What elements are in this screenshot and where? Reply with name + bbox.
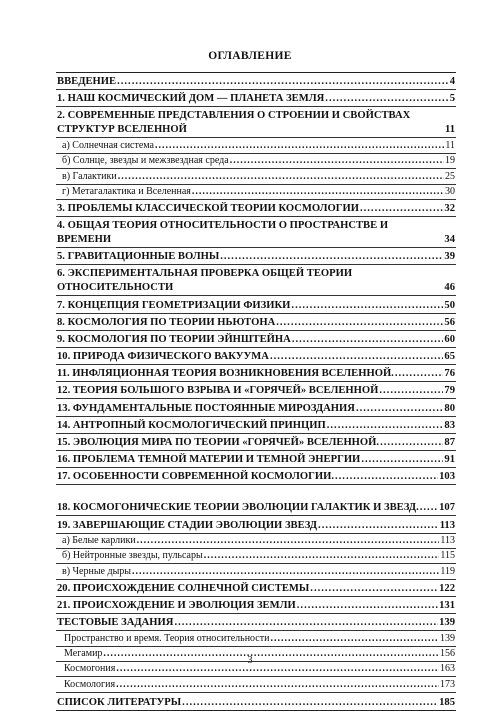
toc-entry-page: 56	[444, 316, 455, 328]
toc-entry-label: Космогония	[64, 663, 116, 675]
dot-leader	[335, 470, 438, 484]
toc-entry-page: 30	[445, 185, 455, 197]
toc-entry	[56, 331, 456, 348]
toc-heading: ОГЛАВЛЕНИЕ	[208, 50, 292, 62]
toc-entry-label: 9. КОСМОЛОГИЯ ПО ТЕОРИИ ЭЙНШТЕЙНА	[57, 333, 291, 345]
dot-leader	[117, 75, 449, 89]
dot-leader	[270, 632, 439, 646]
toc-entry-label: Пространство и время. Теория относительности	[64, 632, 270, 644]
toc-entry-label: Мегамир	[64, 648, 103, 660]
toc-entry-label: 15. ЭВОЛЮЦИЯ МИРА ПО ТЕОРИИ «ГОРЯЧЕЙ» ВСЕЛЕННОЙ.	[57, 437, 380, 448]
toc-entry	[56, 516, 456, 533]
toc-entry	[56, 580, 456, 597]
toc-entry-page: 119	[440, 565, 455, 577]
toc-entry-label: 12. ТЕОРИЯ БОЛЬШОГО ВЗРЫВА И «ГОРЯЧЕЙ» ВСЕЛЕННОЙ	[57, 385, 379, 397]
toc-entry	[56, 417, 456, 434]
toc-entry-page: 25	[445, 170, 455, 182]
toc-entry	[56, 265, 456, 296]
toc-entry-label: ТЕСТОВЫЕ ЗАДАНИЯ	[57, 617, 174, 629]
toc-entry	[56, 365, 456, 382]
toc-entry-page: 87	[444, 437, 455, 448]
dot-leader	[380, 436, 443, 450]
dot-leader	[297, 599, 438, 613]
toc-entry-page: 76	[444, 368, 455, 380]
toc-entry	[56, 314, 456, 331]
toc-entry-page: 5	[449, 93, 455, 105]
toc-entry-page: 115	[440, 550, 455, 562]
toc-entry	[56, 73, 456, 90]
toc-entry-page: 65	[444, 351, 455, 363]
toc-entry	[56, 169, 456, 184]
toc-entry-label: 14. АНТРОПНЫЙ КОСМОЛОГИЧЕСКИЙ ПРИНЦИП	[57, 419, 326, 431]
toc-entry-label: 4. ОБЩАЯ ТЕОРИЯ ОТНОСИТЕЛЬНОСТИ О ПРОСТРАНСТВЕ И ВРЕМЕНИ	[57, 220, 389, 246]
toc-entry-label: а) Белые карлики	[62, 534, 136, 546]
toc-entry	[56, 154, 456, 169]
toc-entry	[56, 451, 456, 468]
toc-entry-label: 16. ПРОБЛЕМА ТЕМНОЙ МАТЕРИИ И ТЕМНОЙ ЭНЕРГИИ	[57, 454, 361, 466]
toc-entry-page: 11	[444, 124, 455, 136]
dot-leader	[174, 616, 438, 630]
toc-entry-label: 5. ГРАВИТАЦИОННЫЕ ВОЛНЫ	[57, 251, 220, 263]
toc-entry-label: 1. НАШ КОСМИЧЕСКИЙ ДОМ — ПЛАНЕТА ЗЕМЛЯ	[57, 93, 325, 105]
dot-leader	[182, 696, 438, 710]
toc-entry-label: б) Нейтронные звезды, пульсары	[62, 550, 203, 562]
toc-entry-page: 156	[440, 648, 455, 660]
page-number: 3	[247, 655, 253, 666]
toc-entry-page: 91	[444, 454, 455, 466]
dot-leader	[310, 582, 438, 596]
dot-leader	[318, 519, 439, 533]
toc-entry	[56, 138, 456, 153]
dot-leader	[395, 367, 444, 381]
toc-entry-page: 173	[440, 678, 455, 690]
toc-entry-page: 46	[444, 282, 455, 294]
toc-entry	[56, 549, 456, 564]
toc-entry-label: 7. КОНЦЕПЦИЯ ГЕОМЕТРИЗАЦИИ ФИЗИКИ	[57, 299, 291, 311]
toc-entry	[56, 382, 456, 399]
dot-leader	[361, 453, 443, 467]
dot-leader	[230, 154, 444, 168]
toc-entry-label: СПИСОК ЛИТЕРАТУРЫ	[57, 697, 182, 709]
toc-entry	[56, 677, 456, 692]
dot-leader	[204, 549, 440, 563]
toc-entry-label: 3. ПРОБЛЕМЫ КЛАССИЧЕСКОЙ ТЕОРИИ КОСМОЛОГИИ	[57, 203, 359, 215]
toc-entry-label: Космология	[64, 678, 116, 690]
dot-leader	[276, 316, 443, 330]
toc-entry-page: 107	[439, 502, 455, 514]
toc-entry	[56, 90, 456, 107]
dot-leader	[132, 565, 439, 579]
toc-entry-page: 185	[439, 697, 455, 709]
dot-leader	[220, 250, 443, 264]
toc-entry-page: 4	[449, 76, 455, 88]
toc-entry-page: 139	[440, 632, 455, 644]
dot-leader	[325, 92, 448, 106]
toc-entry	[56, 399, 456, 416]
toc-entry	[56, 296, 456, 313]
toc-entry	[56, 468, 456, 485]
toc-entry-label: 6. ЭКСПЕРИМЕНТАЛЬНАЯ ПРОВЕРКА ОБЩЕЙ ТЕОРИИ ОТНОСИТЕЛЬНОСТИ	[57, 268, 353, 294]
toc-entry-page: 34	[444, 234, 455, 246]
dot-leader	[118, 170, 444, 184]
toc-entry-page: 131	[439, 600, 455, 612]
toc-entry-label: 13. ФУНДАМЕНТАЛЬНЫЕ ПОСТОЯННЫЕ МИРОЗДАНИЯ	[57, 402, 355, 414]
toc-entry	[56, 348, 456, 365]
toc-entry-label: б) Солнце, звезды и межзвездная среда	[62, 155, 229, 167]
dot-leader	[155, 139, 444, 153]
dot-leader	[192, 185, 444, 199]
toc-entry	[56, 564, 456, 579]
toc-entry-page: 113	[439, 519, 455, 531]
toc-entry	[56, 107, 456, 138]
toc-entry-page: 122	[439, 582, 455, 594]
toc-entry-label: г) Метагалактика и Вселенная	[62, 185, 191, 197]
toc-entry-label: 19. ЗАВЕРШАЮЩИЕ СТАДИИ ЭВОЛЮЦИИ ЗВЕЗД	[57, 519, 318, 531]
toc-entry-page: 50	[444, 299, 455, 311]
dot-leader	[291, 299, 443, 313]
toc-entry-label: 17. ОСОБЕННОСТИ СОВРЕМЕННОЙ КОСМОЛОГИИ.	[57, 471, 334, 483]
toc-entry-label: 10. ПРИРОДА ФИЗИЧЕСКОГО ВАКУУМА	[57, 351, 269, 363]
toc-entry-page: 19	[445, 155, 455, 167]
dot-leader	[137, 534, 440, 548]
dot-leader	[379, 384, 443, 398]
toc-entry-page: 139	[439, 617, 455, 629]
toc-entry	[56, 485, 456, 516]
toc-entry-label: 2. СОВРЕМЕННЫЕ ПРЕДСТАВЛЕНИЯ О СТРОЕНИИ И СВОЙСТВАХ СТРУКТУР ВСЕЛЕННОЙ	[57, 110, 411, 136]
toc-entry-label: 11. ИНФЛЯЦИОННАЯ ТЕОРИЯ ВОЗНИКНОВЕНИЯ ВСЕЛЕННОЙ.	[57, 368, 394, 380]
dot-leader	[116, 678, 439, 692]
toc-entry-label: в) Черные дыры	[62, 565, 132, 577]
dot-leader	[356, 402, 443, 416]
toc-entry	[56, 248, 456, 265]
toc-entry-page: 39	[444, 251, 455, 263]
toc-entry-page: 79	[444, 385, 455, 397]
toc-entry	[56, 534, 456, 549]
toc-entry-page: 83	[444, 419, 455, 431]
toc-entry	[56, 185, 456, 200]
dot-leader	[327, 419, 444, 433]
toc-entry-label: 18. КОСМОГОНИЧЕСКИЕ ТЕОРИИ ЭВОЛЮЦИИ ГАЛАКТИК И ЗВЕЗД.	[57, 502, 419, 514]
toc-entry-label: 20. ПРОИСХОЖДЕНИЕ СОЛНЕЧНОЙ СИСТЕМЫ	[57, 582, 310, 594]
dot-leader	[360, 202, 443, 216]
toc-entry-label: ВВЕДЕНИЕ	[57, 76, 117, 88]
toc-entry-label: 8. КОСМОЛОГИЯ ПО ТЕОРИИ НЬЮТОНА	[57, 316, 276, 328]
toc-entry-page: 163	[440, 663, 455, 675]
toc-entry-label: 21. ПРОИСХОЖДЕНИЕ И ЭВОЛЮЦИЯ ЗЕМЛИ	[57, 600, 296, 612]
toc-entry	[56, 434, 456, 451]
toc-entry-page: 103	[439, 471, 455, 483]
toc-entry	[56, 200, 456, 217]
toc-entry-page: 80	[444, 402, 455, 414]
toc-entry	[56, 614, 456, 631]
toc-entry	[56, 631, 456, 646]
toc-entry-label: а) Солнечная система	[62, 139, 154, 151]
toc-entry-page: 11	[445, 139, 455, 151]
toc-entry-page: 113	[440, 534, 455, 546]
table-of-contents	[56, 72, 456, 711]
dot-leader	[420, 501, 438, 515]
toc-entry-page: 60	[444, 333, 455, 345]
toc-entry	[56, 217, 456, 248]
toc-entry	[56, 597, 456, 614]
toc-entry-page: 32	[444, 203, 455, 215]
dot-leader	[292, 333, 444, 347]
toc-entry	[56, 693, 456, 710]
dot-leader	[270, 350, 443, 364]
toc-entry-label: в) Галактики	[62, 170, 117, 182]
